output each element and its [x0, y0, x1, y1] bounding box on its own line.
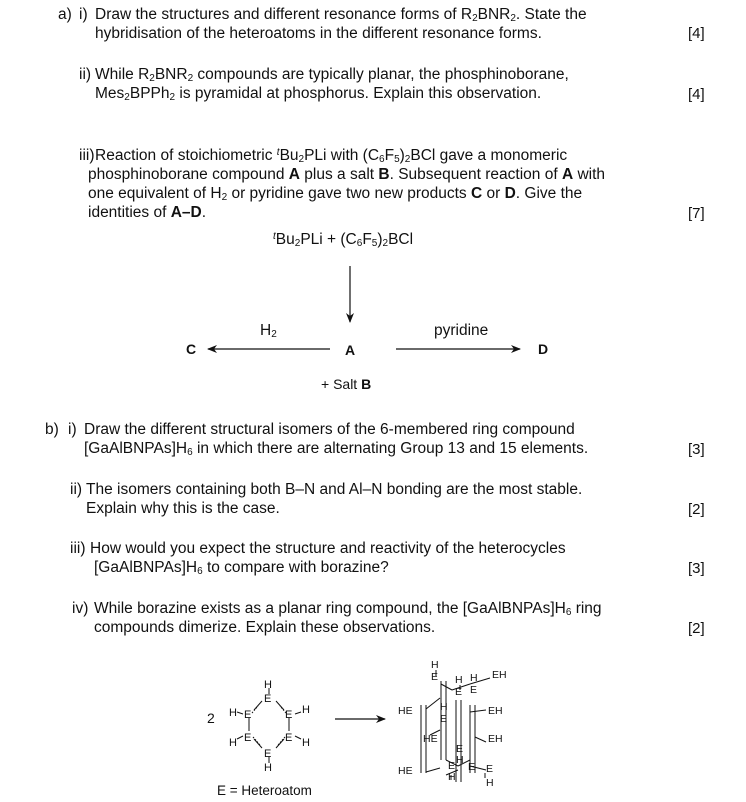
atom-label: E: [486, 763, 494, 775]
atom-label: E: [456, 743, 464, 755]
scheme-left-reagent: $H_2$: [260, 322, 277, 340]
atom-label: E: [264, 748, 272, 760]
atom-label: EH: [492, 669, 507, 681]
scheme-right-reagent: pyridine: [434, 322, 489, 339]
qa3-number: iii): [79, 147, 95, 164]
atom-label: E: [264, 693, 272, 705]
atom-label: H: [448, 771, 456, 783]
atom-label: H: [455, 674, 463, 686]
atom-label: H: [229, 707, 237, 719]
qa1-number: i): [79, 6, 88, 23]
atom-label: H: [486, 777, 494, 789]
scheme-product-d: D: [538, 341, 549, 357]
monomer-atoms: [229, 679, 310, 774]
qa3-text-line4: identities of A–D.: [88, 204, 207, 221]
qb1-number: i): [68, 421, 77, 438]
qb4-text-line1: While borazine exists as a planar ring compound, the $[GaAlBNPAs]H_6$ ring: [94, 600, 602, 618]
qb2-text-line2: Explain why this is the case.: [86, 500, 280, 517]
atom-label: E: [468, 761, 476, 773]
atom-label: E: [285, 709, 293, 721]
qb4-text-line2: compounds dimerize. Explain these observations.: [94, 619, 436, 636]
qb2-number: ii): [70, 481, 83, 498]
atom-label: H: [302, 704, 310, 716]
qa1-text-line1: Draw the structures and different resonance forms of $R_2BNR_2$. State the: [95, 6, 587, 24]
atom-label: HE: [398, 765, 413, 777]
qb4-number: iv): [72, 600, 89, 617]
qa2-text-line1: While $R_2BNR_2$ compounds are typically planar, the phosphinoborane,: [95, 66, 569, 84]
qb3-text-line1: How would you expect the structure and reactivity of the heterocycles: [90, 540, 566, 557]
qa2-number: ii): [79, 66, 92, 83]
atom-label: E: [431, 671, 439, 683]
atom-label: H: [229, 737, 237, 749]
qb2-text-line1: The isomers containing both B–N and Al–N bonding are the most stable.: [86, 481, 583, 498]
dimer-coefficient: 2: [207, 710, 215, 726]
atom-label: E: [470, 684, 478, 696]
qb2-marks: [2]: [688, 501, 705, 518]
atom-label: H: [456, 754, 464, 766]
atom-label: H: [431, 659, 439, 671]
atom-label: E: [285, 732, 293, 744]
qa1-marks: [4]: [688, 25, 705, 42]
atom-label: E: [455, 686, 463, 698]
qa2-text-line2: Mes$_2$BPPh$_2$ is pyramidal at phosphorus. Explain this observation.: [95, 85, 542, 103]
qb3-marks: [3]: [688, 560, 705, 577]
atom-label: HE: [423, 733, 438, 745]
atom-label: EH: [488, 705, 503, 717]
qb1-text-line2: $[GaAlBNPAs]H_6$ in which there are alternating Group 13 and 15 elements.: [84, 440, 589, 458]
atom-label: H: [264, 762, 272, 774]
atom-label: HE: [398, 705, 413, 717]
qa3-text-line1: Reaction of stoichiometric $^tBu_2PLi$ with $(C_6F_5)_2BCl$ gave a monomeric: [95, 147, 568, 165]
scheme-reactants: $^tBu_2PLi + (C_6F_5)_2BCl$: [273, 231, 414, 249]
qb4-marks: [2]: [688, 620, 705, 637]
atom-label: E: [448, 760, 456, 772]
atom-label: H: [302, 737, 310, 749]
atom-label: H: [264, 679, 272, 691]
qb3-text-line2: $[GaAlBNPAs]H_6$ to compare with borazine?: [94, 559, 389, 577]
scheme-compound-a: A: [345, 342, 356, 358]
qa2-marks: [4]: [688, 86, 705, 103]
qb3-number: iii): [70, 540, 86, 557]
atom-label: E: [244, 732, 252, 744]
part-a-label: a): [58, 6, 72, 23]
atom-label: H: [440, 701, 448, 713]
atom-label: E: [244, 709, 252, 721]
diagram-caption: E = Heteroatom: [217, 783, 312, 798]
atom-label: H: [470, 672, 478, 684]
qb1-marks: [3]: [688, 441, 705, 458]
scheme-byproduct: + Salt B: [321, 376, 372, 392]
qb1-text-line1: Draw the different structural isomers of the 6-membered ring compound: [84, 421, 575, 438]
dimer-atoms: [398, 659, 507, 789]
atom-label: EH: [488, 733, 503, 745]
scheme-product-c: C: [186, 341, 197, 357]
qa1-text-line2: hybridisation of the heteroatoms in the different resonance forms.: [95, 25, 542, 42]
qa3-text-line3: one equivalent of $H_2$ or pyridine gave two new products C or D. Give the: [88, 185, 583, 203]
qa3-marks: [7]: [688, 205, 705, 222]
qa3-text-line2: phosphinoborane compound A plus a salt B. Subsequent reaction of A with: [88, 166, 606, 183]
atom-label: E: [440, 713, 448, 725]
part-b-label: b): [45, 421, 59, 438]
